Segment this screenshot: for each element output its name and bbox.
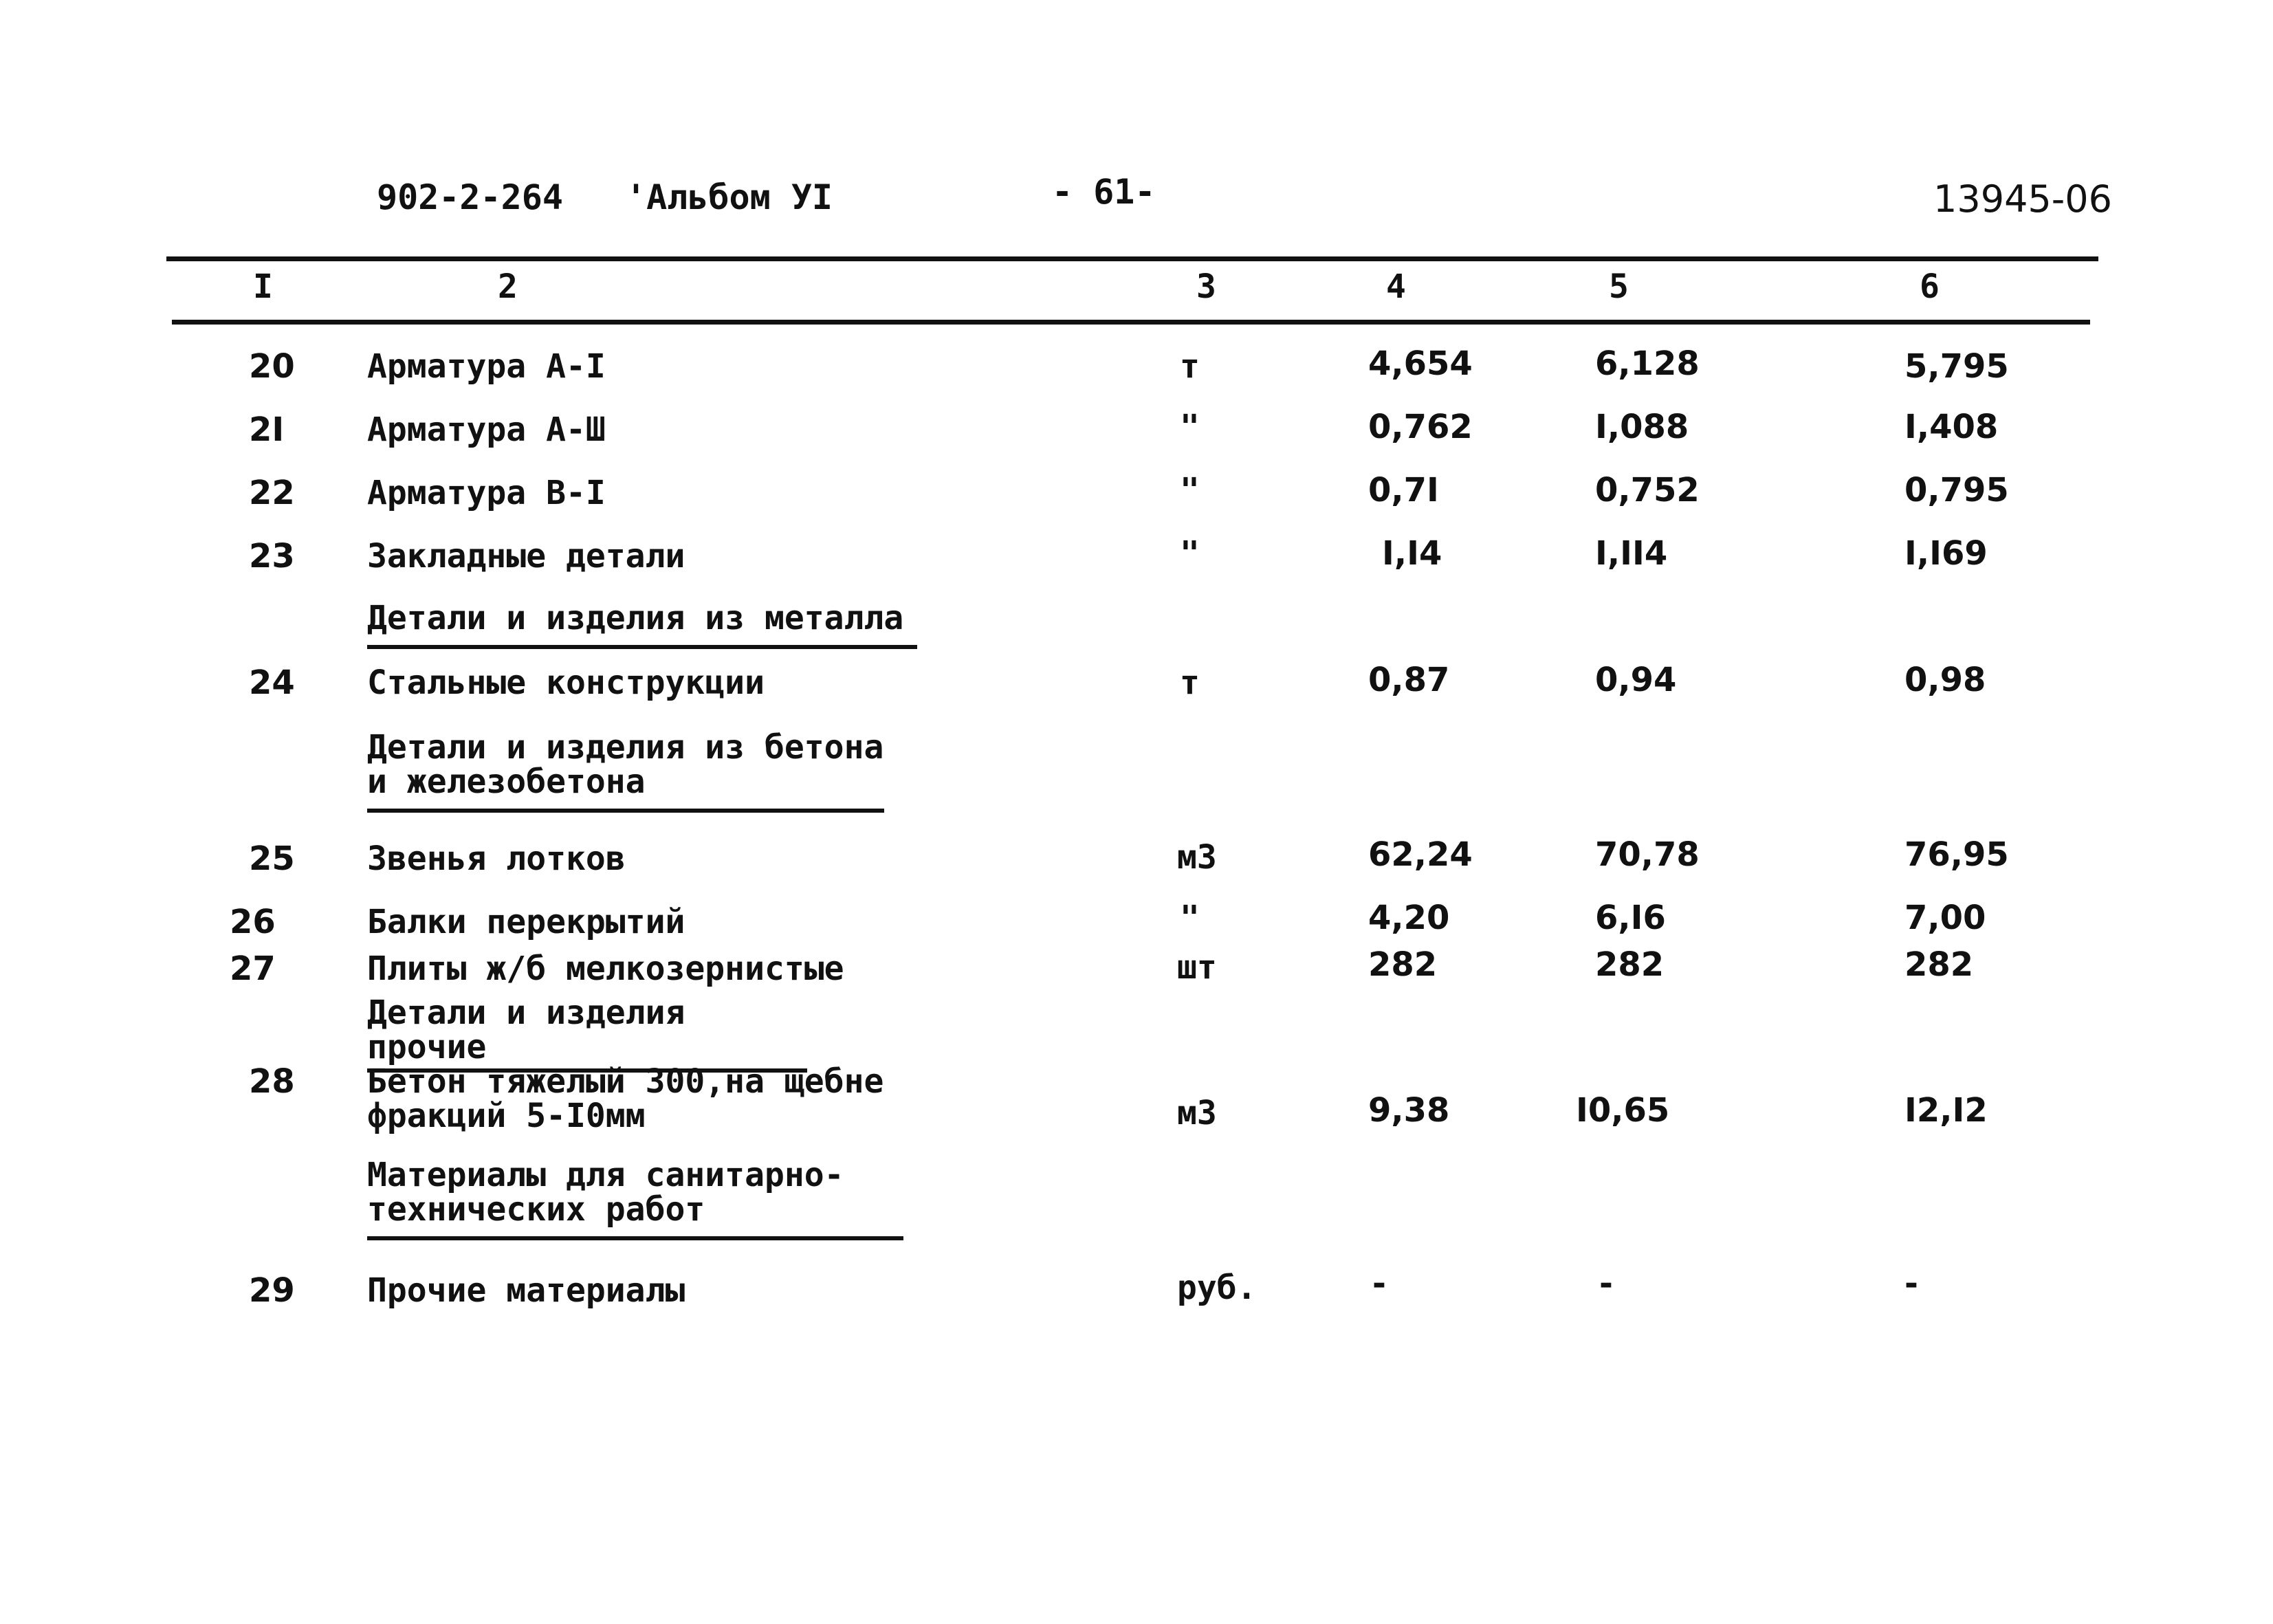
value-col5: I,088: [1595, 408, 1689, 446]
value-col4: 62,24: [1368, 835, 1473, 874]
unit: т: [1180, 347, 1200, 386]
value-col6: 0,98: [1904, 661, 1986, 699]
column-header-3: 3: [1196, 267, 1216, 306]
document-number: 13945-06: [1933, 177, 2112, 221]
unit: т: [1180, 663, 1200, 702]
value-col4: 282: [1368, 945, 1438, 984]
column-header-1: I: [253, 267, 273, 306]
row-number: 20: [249, 347, 295, 386]
material-name: Плиты ж/б мелкозернистые: [367, 950, 844, 988]
value-col6: 282: [1904, 945, 1974, 984]
row-number: 25: [249, 840, 295, 878]
material-name: Закладные детали: [367, 537, 685, 575]
section-heading-other: Детали и изделия прочие: [367, 996, 807, 1073]
material-name: Прочие материалы: [367, 1271, 685, 1310]
value-col4: 0,7I: [1368, 471, 1439, 509]
row-number: 22: [249, 474, 295, 512]
value-col4: 0,762: [1368, 408, 1473, 446]
unit: руб.: [1177, 1269, 1257, 1307]
material-name: Арматура А-Ш: [367, 410, 606, 449]
value-col4: 0,87: [1368, 661, 1450, 699]
unit: шт: [1177, 948, 1217, 987]
value-col5: 0,752: [1595, 471, 1700, 509]
row-number: 24: [249, 663, 295, 702]
value-col4: 4,654: [1368, 344, 1473, 383]
column-header-2: 2: [498, 267, 518, 306]
value-col4: 4,20: [1368, 899, 1450, 937]
value-col5: 282: [1595, 945, 1665, 984]
row-number: 26: [230, 903, 276, 941]
row-number: 29: [249, 1271, 295, 1310]
value-col5: I,II4: [1595, 534, 1668, 573]
value-col6: 0,795: [1904, 471, 2009, 509]
value-col5: 0,94: [1595, 661, 1677, 699]
value-col5: I0,65: [1576, 1091, 1670, 1130]
value-col6: I,I69: [1904, 534, 1988, 573]
value-col5: 6,128: [1595, 344, 1700, 383]
value-col4: 9,38: [1368, 1091, 1450, 1130]
unit: ": [1180, 899, 1200, 937]
value-col6: -: [1904, 1264, 1918, 1303]
value-col5: -: [1599, 1264, 1613, 1303]
unit: ": [1180, 534, 1200, 573]
value-col6: 76,95: [1904, 835, 2009, 874]
unit: м3: [1177, 838, 1217, 877]
unit: ": [1180, 408, 1200, 446]
material-name: Звенья лотков: [367, 840, 626, 878]
value-col6: I,408: [1904, 408, 1999, 446]
row-number: 27: [230, 950, 276, 988]
table-top-rule: [166, 256, 2098, 261]
material-name: Балки перекрытий: [367, 903, 685, 941]
value-col6: 5,795: [1904, 347, 2009, 386]
material-name: Стальные конструкции: [367, 663, 765, 702]
value-col6: I2,I2: [1904, 1091, 1988, 1130]
material-name: Бетон тяжелый 300,на щебне фракций 5-I0мм: [367, 1062, 884, 1135]
row-number: 28: [249, 1062, 295, 1101]
value-col5: 70,78: [1595, 835, 1700, 874]
album-label: 'Альбом УI: [626, 177, 833, 217]
section-heading-metal: Детали и изделия из металла: [367, 601, 917, 649]
row-number: 23: [249, 537, 295, 575]
row-number: 2I: [249, 410, 285, 449]
value-col4: -: [1372, 1264, 1386, 1303]
header-bottom-rule: [172, 320, 2090, 325]
unit: м3: [1177, 1094, 1217, 1132]
column-header-6: 6: [1920, 267, 1940, 306]
column-header-4: 4: [1386, 267, 1406, 306]
material-name: Арматура А-I: [367, 347, 606, 386]
value-col4: I,I4: [1382, 534, 1442, 573]
project-code: 902-2-264: [377, 177, 563, 217]
page-number: - 61-: [1052, 172, 1156, 212]
section-heading-concrete: Детали и изделия из бетона и железобетона: [367, 730, 884, 813]
column-header-5: 5: [1609, 267, 1629, 306]
value-col6: 7,00: [1904, 899, 1986, 937]
value-col5: 6,I6: [1595, 899, 1666, 937]
material-name: Арматура В-I: [367, 474, 606, 512]
section-heading-sanitary: Материалы для санитарно- технических работ: [367, 1158, 903, 1240]
unit: ": [1180, 471, 1200, 509]
